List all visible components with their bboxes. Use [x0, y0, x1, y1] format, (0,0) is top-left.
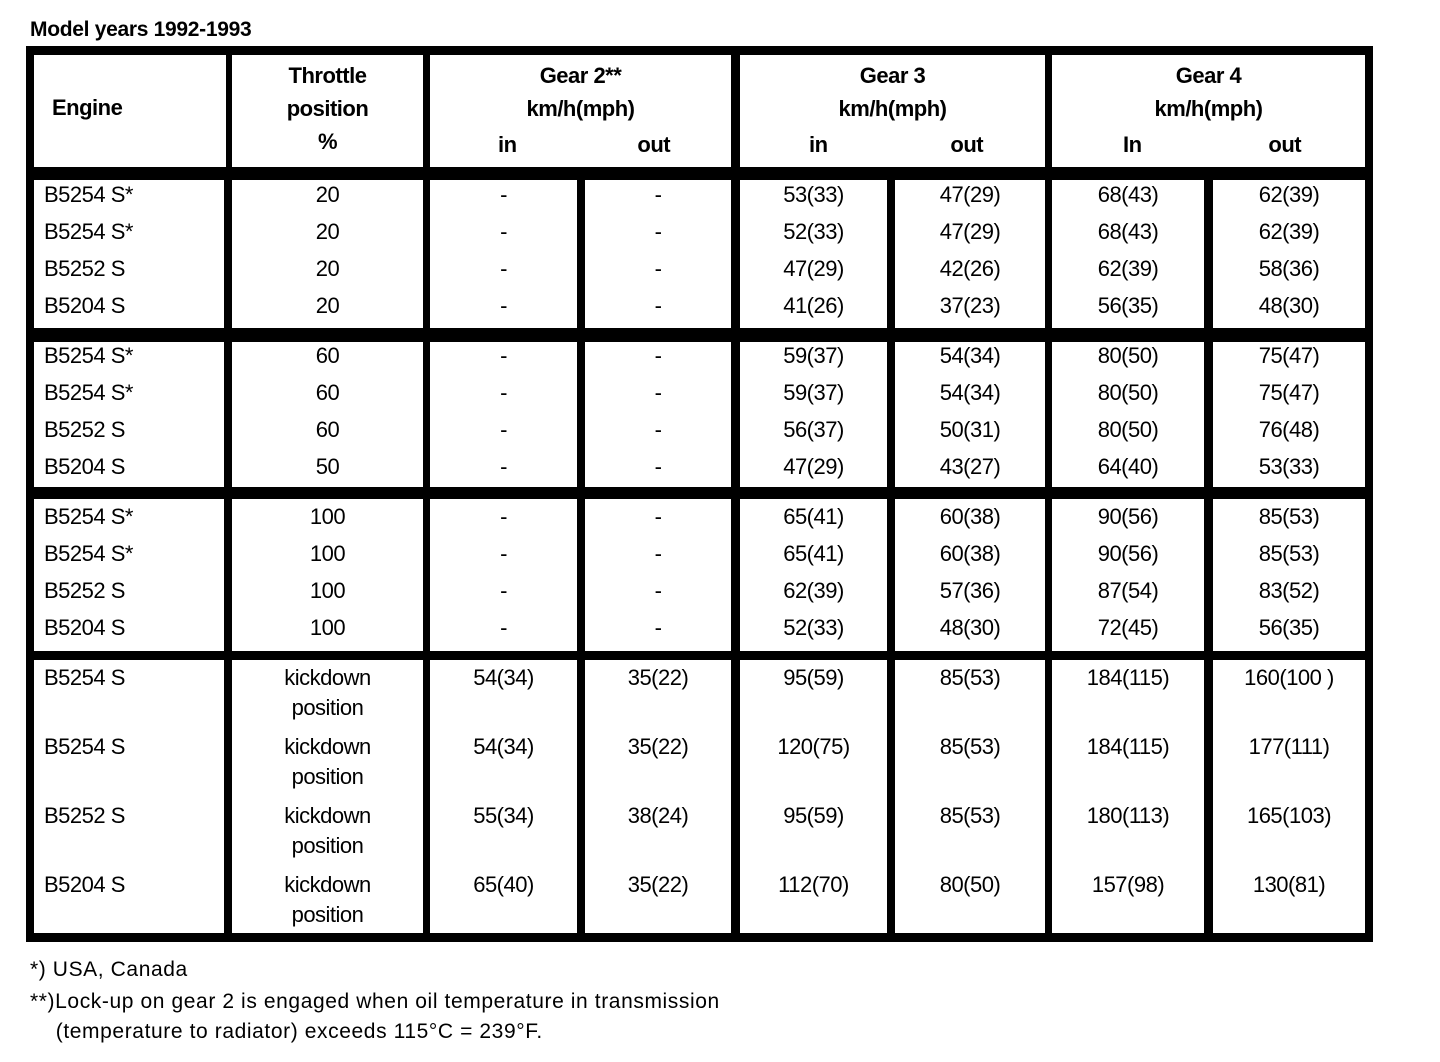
speed-cell: 56(35): [1258, 615, 1320, 640]
speed-cell: 47(29): [939, 219, 1001, 244]
group-3-col-2: [232, 499, 423, 651]
speed-cell: -: [654, 293, 662, 318]
group-1-col-3: [430, 180, 577, 328]
speed-cell: 47(29): [783, 454, 844, 479]
speed-cell: -: [500, 578, 507, 603]
engine-cell: B5204 S: [44, 615, 125, 640]
engine-cell: B5254 S*: [44, 504, 133, 529]
speed-cell: 85(53): [1258, 504, 1320, 529]
header-gear2: [430, 55, 731, 167]
speed-cell: 62(39): [1097, 256, 1159, 281]
speed-cell: 80(50): [939, 872, 1001, 897]
speed-cell: -: [500, 504, 507, 529]
group-1-col-2: [232, 180, 423, 328]
speed-cell: 85(53): [939, 665, 1001, 690]
engine-cell: B5204 S: [44, 454, 125, 479]
speed-cell: 85(53): [939, 803, 1001, 828]
speed-cell: -: [500, 219, 507, 244]
speed-cell: 58(36): [1258, 256, 1320, 281]
engine-cell: B5254 S*: [44, 219, 133, 244]
speed-cell: -: [500, 182, 507, 207]
speed-cell: 90(56): [1097, 504, 1159, 529]
speed-cell: 65(41): [783, 541, 844, 566]
speed-cell: -: [654, 541, 662, 566]
throttle-cell: 100: [309, 541, 346, 566]
engine-cell: B5254 S*: [44, 380, 133, 405]
throttle-cell: 60: [315, 417, 340, 442]
speed-cell: 38(24): [627, 803, 689, 828]
header-gear3-label: Gear 3 km/h(mph): [838, 63, 947, 121]
header-gear3-in: in: [808, 132, 828, 157]
speed-cell: 54(34): [473, 734, 534, 759]
speed-cell: -: [654, 256, 662, 281]
speed-cell: 180(113): [1086, 803, 1170, 828]
group-2-col-3: [430, 342, 577, 487]
throttle-cell: 20: [315, 256, 340, 281]
speed-cell: 184(115): [1086, 665, 1170, 690]
group-2-col-2: [232, 342, 423, 487]
group-4-col-5: [740, 660, 887, 933]
group-4-col-7: [1052, 660, 1204, 933]
group-1-col-5: [740, 180, 887, 328]
engine-cell: B5254 S*: [44, 182, 133, 207]
header-engine-label: Engine: [52, 95, 123, 120]
engine-cell: B5254 S: [44, 665, 125, 690]
group-3-col-8: [1213, 499, 1365, 651]
throttle-cell: kickdown position: [284, 665, 371, 720]
engine-cell: B5254 S*: [44, 343, 133, 368]
speed-cell: -: [654, 417, 662, 442]
speed-cell: 85(53): [939, 734, 1001, 759]
group-2-col-7: [1052, 342, 1204, 487]
group-1-col-8: [1213, 180, 1365, 328]
engine-cell: B5254 S*: [44, 541, 133, 566]
throttle-cell: kickdown position: [284, 734, 371, 789]
speed-cell: -: [500, 417, 507, 442]
engine-cell: B5252 S: [44, 256, 125, 281]
speed-cell: 80(50): [1097, 380, 1159, 405]
group-4-col-1: [34, 660, 224, 933]
speed-cell: 120(75): [777, 734, 850, 759]
speed-cell: 57(36): [939, 578, 1001, 603]
speed-cell: 60(38): [939, 504, 1001, 529]
header-gear4-label: Gear 4 km/h(mph): [1154, 63, 1263, 121]
speed-cell: -: [500, 615, 507, 640]
speed-cell: 83(52): [1258, 578, 1320, 603]
speed-cell: 54(34): [473, 665, 534, 690]
speed-cell: -: [500, 343, 507, 368]
speed-cell: 47(29): [939, 182, 1001, 207]
speed-cell: 65(41): [783, 504, 844, 529]
group-2-col-6: [895, 342, 1045, 487]
header-gear2-out: out: [637, 132, 671, 157]
header-gear4: [1052, 55, 1365, 167]
group-1-col-7: [1052, 180, 1204, 328]
speed-cell: 52(33): [783, 615, 844, 640]
header-gear2-in: in: [497, 132, 517, 157]
speed-cell: 130(81): [1252, 872, 1326, 897]
speed-cell: 48(30): [939, 615, 1001, 640]
speed-cell: 75(47): [1258, 380, 1320, 405]
throttle-cell: 20: [315, 219, 340, 244]
engine-cell: B5254 S: [44, 734, 125, 759]
throttle-cell: 100: [309, 615, 346, 640]
header-throttle: [232, 55, 423, 167]
group-3-col-1: [34, 499, 224, 651]
speed-cell: 62(39): [1258, 182, 1320, 207]
speed-cell: 65(40): [473, 872, 534, 897]
throttle-cell: kickdown position: [284, 803, 371, 858]
speed-cell: 68(43): [1097, 219, 1159, 244]
speed-cell: -: [654, 182, 662, 207]
speed-cell: -: [654, 380, 662, 405]
group-1-col-4: [585, 180, 731, 328]
group-4-col-4: [585, 660, 731, 933]
speed-cell: -: [500, 380, 507, 405]
speed-cell: 50(31): [939, 417, 1001, 442]
speed-cell: -: [654, 219, 662, 244]
speed-cell: 48(30): [1258, 293, 1320, 318]
group-4-col-2: [232, 660, 423, 933]
throttle-cell: 20: [315, 182, 340, 207]
throttle-cell: 60: [315, 343, 340, 368]
footnote-usa: *) USA, Canada: [30, 958, 188, 981]
speed-cell: 56(37): [783, 417, 844, 442]
speed-cell: 90(56): [1097, 541, 1159, 566]
speed-cell: 112(70): [778, 872, 849, 897]
header-engine: [34, 55, 226, 167]
speed-cell: 177(111): [1248, 734, 1330, 759]
speed-cell: 80(50): [1097, 343, 1159, 368]
speed-cell: 47(29): [783, 256, 844, 281]
group-3-col-6: [895, 499, 1045, 651]
speed-cell: 55(34): [473, 803, 534, 828]
group-3-col-3: [430, 499, 577, 651]
group-2-col-1: [34, 342, 224, 487]
speed-cell: -: [500, 454, 507, 479]
speed-cell: 160(100 ): [1244, 665, 1334, 690]
speed-cell: 95(59): [783, 803, 844, 828]
throttle-cell: 100: [309, 578, 346, 603]
speed-cell: 62(39): [1258, 219, 1320, 244]
speed-cell: 42(26): [939, 256, 1001, 281]
speed-cell: 37(23): [939, 293, 1001, 318]
header-gear4-in: In: [1122, 132, 1142, 157]
speed-cell: -: [654, 504, 662, 529]
speed-cell: -: [654, 578, 662, 603]
speed-cell: 54(34): [939, 380, 1001, 405]
speed-cell: 64(40): [1097, 454, 1159, 479]
table-title: Model years 1992-1993: [30, 18, 252, 41]
group-3-col-5: [740, 499, 887, 651]
header-gear3: [740, 55, 1045, 167]
group-2-col-4: [585, 342, 731, 487]
speed-cell: 165(103): [1246, 803, 1332, 828]
speed-cell: 35(22): [627, 665, 689, 690]
speed-cell: 87(54): [1097, 578, 1159, 603]
throttle-cell: 20: [315, 293, 340, 318]
header-gear4-out: out: [1268, 132, 1302, 157]
header-throttle-label: Throttle position %: [286, 63, 369, 154]
engine-cell: B5252 S: [44, 417, 125, 442]
speed-cell: 62(39): [783, 578, 844, 603]
speed-cell: -: [500, 541, 507, 566]
speed-cell: 35(22): [627, 734, 689, 759]
speed-cell: 184(115): [1086, 734, 1170, 759]
group-4-col-6: [895, 660, 1045, 933]
speed-cell: 53(33): [1258, 454, 1320, 479]
speed-cell: 52(33): [783, 219, 844, 244]
group-2-col-5: [740, 342, 887, 487]
engine-cell: B5204 S: [44, 293, 125, 318]
gear-shift-table: [26, 46, 1373, 942]
throttle-cell: 100: [309, 504, 346, 529]
header-gear3-out: out: [950, 132, 984, 157]
speed-cell: 157(98): [1091, 872, 1165, 897]
speed-cell: 80(50): [1097, 417, 1159, 442]
engine-cell: B5204 S: [44, 872, 125, 897]
speed-cell: -: [500, 293, 507, 318]
speed-cell: 75(47): [1258, 343, 1320, 368]
speed-cell: 59(37): [783, 343, 844, 368]
speed-cell: 76(48): [1258, 417, 1320, 442]
speed-cell: 72(45): [1097, 615, 1159, 640]
speed-cell: -: [654, 454, 662, 479]
group-3-col-4: [585, 499, 731, 651]
group-4-col-3: [430, 660, 577, 933]
engine-cell: B5252 S: [44, 578, 125, 603]
group-1-col-1: [34, 180, 224, 328]
speed-cell: -: [500, 256, 507, 281]
speed-cell: 59(37): [783, 380, 844, 405]
speed-cell: 60(38): [939, 541, 1001, 566]
speed-cell: -: [654, 343, 662, 368]
speed-cell: 56(35): [1097, 293, 1159, 318]
speed-cell: 54(34): [939, 343, 1001, 368]
group-3-col-7: [1052, 499, 1204, 651]
header-gear2-label: Gear 2** km/h(mph): [526, 63, 635, 121]
group-1-col-6: [895, 180, 1045, 328]
speed-cell: 68(43): [1097, 182, 1159, 207]
speed-cell: 85(53): [1258, 541, 1320, 566]
throttle-cell: 60: [315, 380, 340, 405]
speed-cell: 95(59): [783, 665, 844, 690]
speed-cell: 41(26): [783, 293, 844, 318]
throttle-cell: kickdown position: [284, 872, 371, 927]
speed-cell: -: [654, 615, 662, 640]
engine-cell: B5252 S: [44, 803, 125, 828]
speed-cell: 35(22): [627, 872, 689, 897]
speed-cell: 53(33): [783, 182, 844, 207]
group-2-col-8: [1213, 342, 1365, 487]
group-4-col-8: [1213, 660, 1365, 933]
throttle-cell: 50: [315, 454, 340, 479]
footnote-gear2-lockup: **)Lock-up on gear 2 is engaged when oil temperature in transmission: [30, 990, 720, 1013]
footnote-gear2-lockup-cont: (temperature to radiator) exceeds 115°C = 239°F.: [30, 1020, 543, 1043]
speed-cell: 43(27): [939, 454, 1001, 479]
